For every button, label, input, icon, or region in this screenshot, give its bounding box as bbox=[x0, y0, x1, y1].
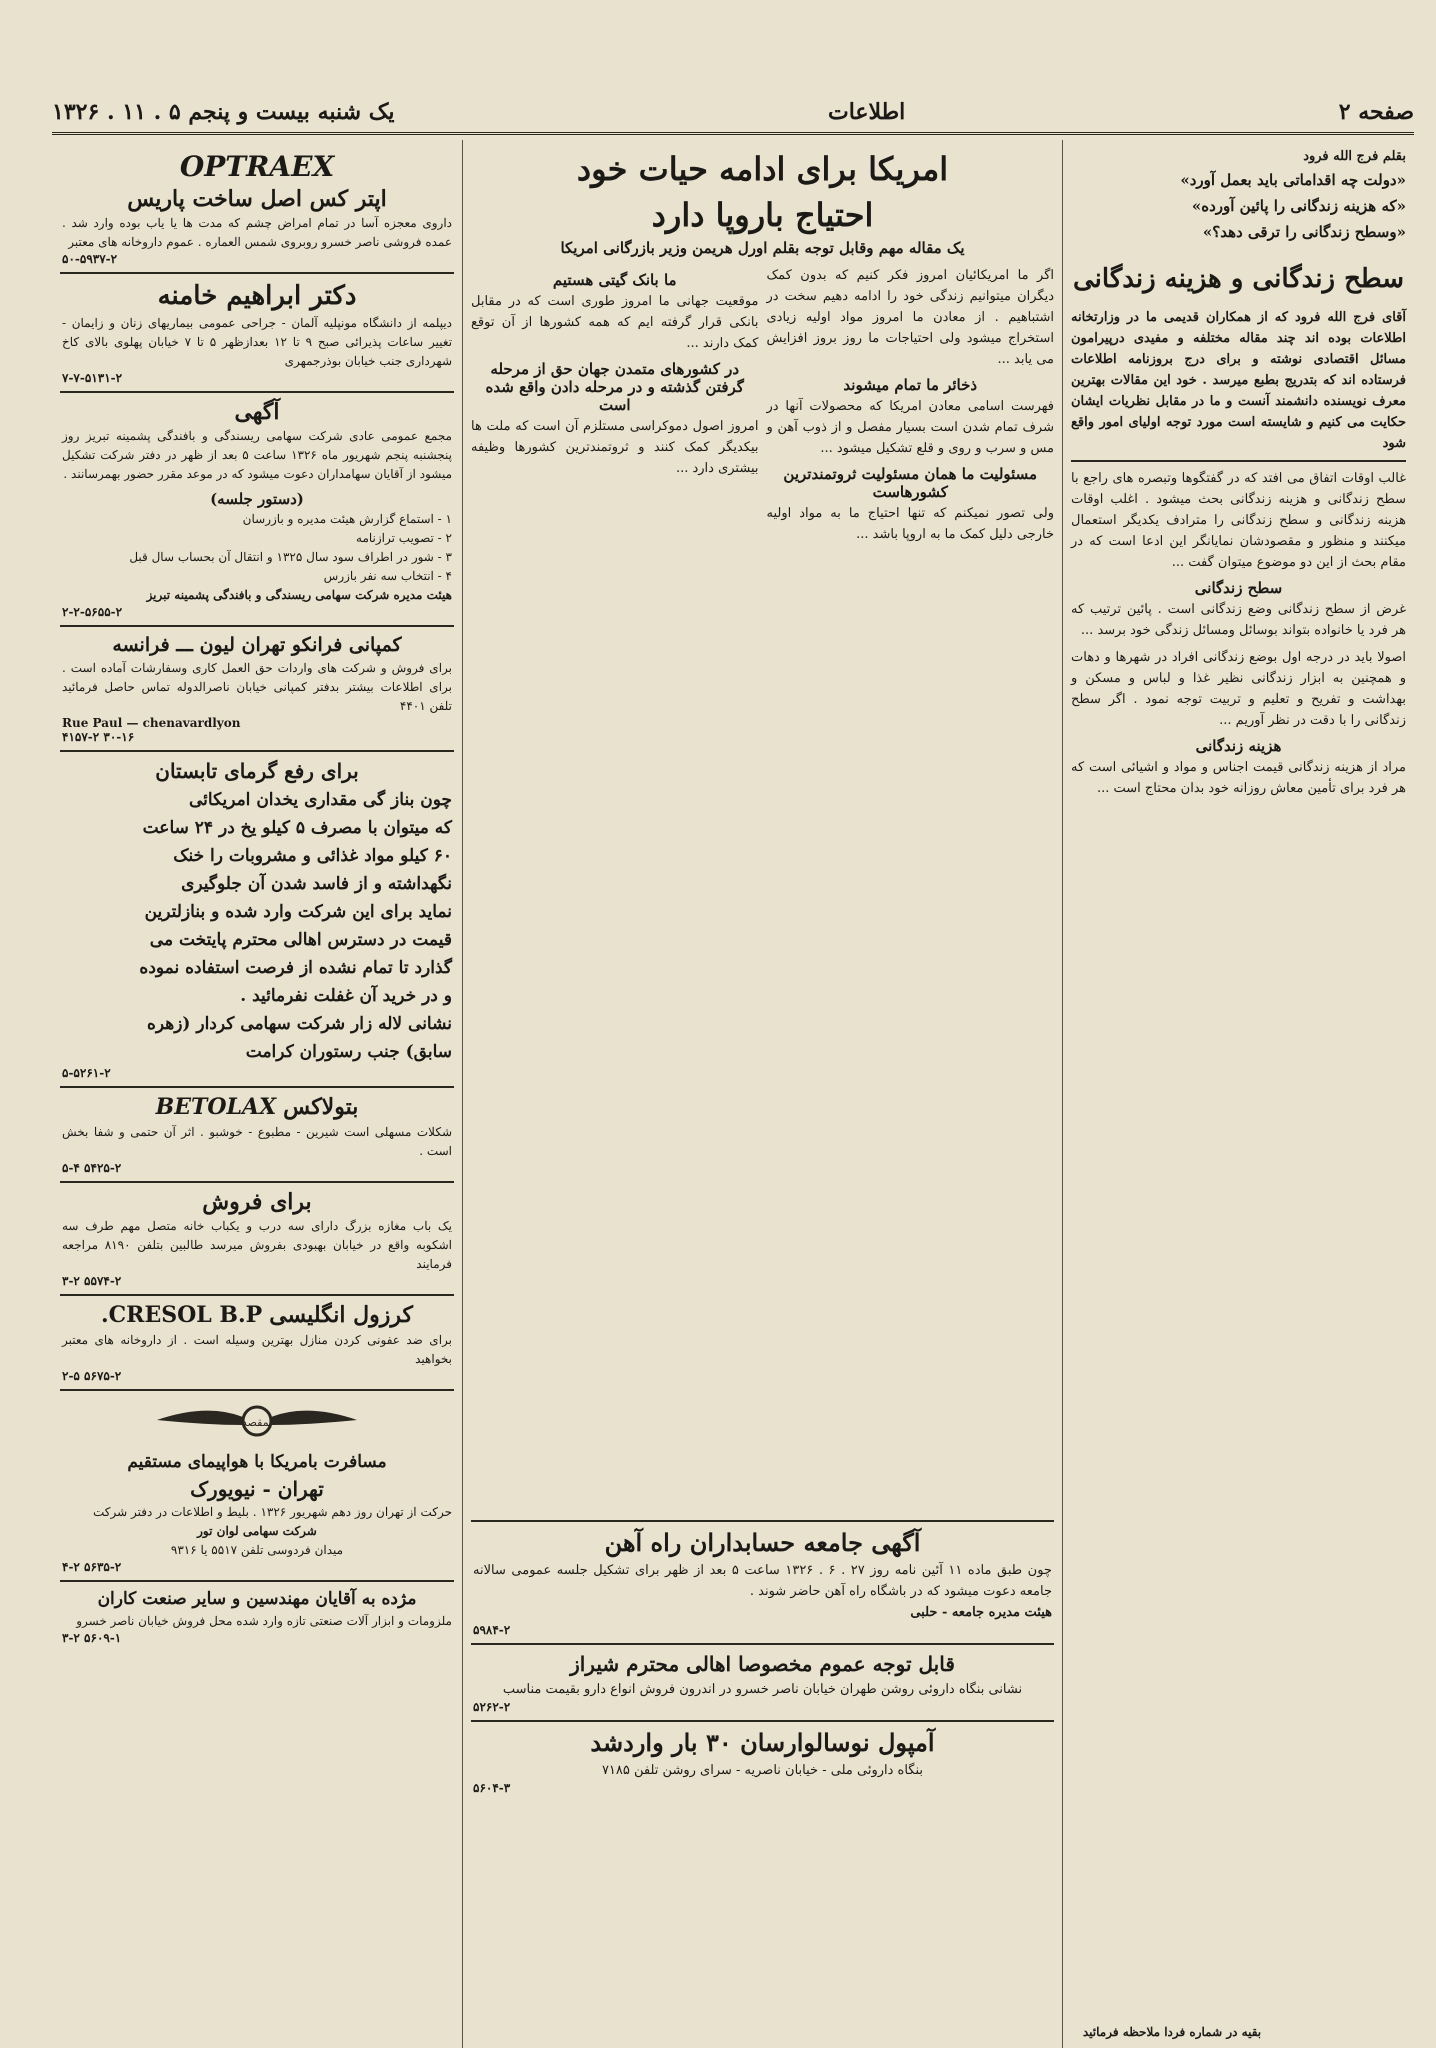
franco-address: Rue Paul — chenavardlyon bbox=[62, 716, 241, 730]
headline-byline: یک مقاله مهم وقابل توجه بقلم اورل هریمن وزیر بازرگانی امریکا bbox=[560, 239, 965, 257]
headline-body-3: ولی تصور نمیکنم که تنها احتیاج ما به مواد اولیه خارجی دلیل کمک ما به اروپا باشد ... bbox=[766, 506, 1054, 542]
ad-engineers bbox=[60, 1582, 454, 1651]
footer-ad-title: مژده به آقایان مهندسین و سایر صنعت کاران bbox=[97, 1589, 417, 1609]
ad-shiraz-body: نشانی بنگاه داروئی روشن طهران خیابان ناصر خسرو در اندرون فروش انواع دارو بقیمت مناسب bbox=[502, 1682, 1023, 1697]
doctor-title: دکتر ابراهیم خامنه bbox=[157, 281, 357, 311]
doctor-body: دیپلمه از دانشگاه مونپلیه آلمان - جراحی عمومی بیماریهای زنان و زایمان - تغییر ساعات پذیرائی صبح ۹ تا ۱۲ بعدازظهر ۵ تا ۷ خیابان پهلوی بالای کاخ شهرداری جنب خیابان بوذرجمهری bbox=[62, 316, 453, 368]
headline-line-1: امریکا برای ادامه حیات خود bbox=[576, 150, 949, 188]
article-body-2: غرض از سطح زندگانی وضع زندگانی است . پائین ترتیب که هر فرد یا خانواده بتواند بوسائل ومسائل زندگی خود برسد ... bbox=[1071, 602, 1406, 638]
doctor-code: ۷-۷-۵۱۳۱-۲ bbox=[62, 371, 123, 385]
notice-railway-sign: هیئت مدیره جامعه - حلبی bbox=[910, 1605, 1052, 1620]
left-column bbox=[52, 140, 462, 2048]
article-body-3: اصولا باید در درجه اول بوضع زندگانی افراد در شهرها و دهات و همچنین به ابزار زندگانی نظیر غذا و لباس و مسکن و بهداشت و تفریح و تعلیم و تربیت توجه نمود . اگر سطح زندگانی را با دقت در نظر آوریم ... bbox=[1071, 650, 1406, 728]
ice-line-1: برای رفع گرمای تابستان bbox=[155, 759, 359, 783]
article-title: سطح زندگانی و هزینه زندگانی bbox=[1072, 264, 1405, 294]
ad-airline bbox=[60, 1391, 454, 1582]
franco-body: برای فروش و شرکت های واردات حق العمل کاری وسفارشات آماده است . برای اطلاعات بیشتر بدفتر کمپانی خیابان ناصرالدوله تماس حاصل فرمائید تلفن ۴۴۰۱ bbox=[62, 661, 452, 713]
notice-railway bbox=[471, 1520, 1054, 1645]
cresol-body: برای ضد عفونی کردن منازل بهترین وسیله است . از داروخانه های معتبر بخواهید bbox=[62, 1333, 452, 1366]
agenda-item-2: ۲ - تصویب ترازنامه bbox=[356, 531, 452, 545]
sale-body: یک باب مغازه بزرگ دارای سه درب و یکباب خانه متصل مهم طرف سه اشکوبه واقع در خیابان بهبودی بفروش میرسد طالبین بتلفن ۸۱۹۰ مراجعه فرمایند bbox=[62, 1219, 452, 1271]
headline-body-4: موقعیت جهانی ما امروز طوری است که در مقابل بانکی قرار گرفته ایم که همه کشورها از آن توقع کمک دارند ... bbox=[471, 294, 759, 351]
ice-line-8: گذارد تا تمام نشده از فرصت استفاده نموده bbox=[139, 958, 452, 978]
notice-railway-code: ۵۹۸۴-۲ bbox=[473, 1623, 511, 1637]
article-body-4: مراد از هزینه زندگانی قیمت اجناس و مواد و اشیائی است که هر فرد برای تأمین معاش روزانه خود بدان محتاج است ... bbox=[1071, 760, 1406, 796]
airline-body: حرکت از تهران روز دهم شهریور ۱۳۲۶ . بلیط و اطلاعات در دفتر شرکت bbox=[93, 1505, 452, 1519]
ad-cresol bbox=[60, 1296, 454, 1391]
agenda-item-1: ۱ - استماع گزارش هیئت مدیره و بازرسان bbox=[242, 512, 452, 526]
footer-ad-body: ملزومات و ابزار آلات صنعتی تازه وارد شده محل فروش خیابان ناصر خسرو bbox=[76, 1614, 452, 1628]
headline-subhead-2: مسئولیت ما همان مسئولیت ثروتمندترین کشورهاست bbox=[783, 465, 1038, 501]
ad-franco bbox=[60, 627, 454, 752]
article-body-1: غالب اوقات اتفاق می افتد که در گفتگوها وتبصره های راجع با سطح زندگانی و هزینه زندگانی بحث میشود . اغلب اوقات هزینه زندگانی و سطح زندگانی را مترادف یکدیگر استعمال میکنند و منظور و مقصودشان نمایانگر این ادعا است که در مقام بحث از این دو موضوع میتوان گفت ... bbox=[1071, 471, 1406, 570]
ice-line-11: سابق) جنب رستوران کرامت bbox=[245, 1042, 452, 1062]
ice-line-9: و در خرید آن غفلت نفرمائید . bbox=[240, 986, 452, 1006]
agahi-body: مجمع عمومی عادی شرکت سهامی ریسندگی و بافندگی پشمینه تبریز روز پنجشنبه پنجم شهریور ماه ۱۳۲۶ ساعت ۵ بعد از ظهر در دفتر شرکت تشکیل میشود از آقایان سهامداران دعوت میشود که در موعد مقرر حضور بهمرسانند . bbox=[62, 429, 452, 481]
headline-body-1: اگر ما امریکائیان امروز فکر کنیم که بدون کمک دیگران میتوانیم زندگی خود را ادامه دهیم سخت در اشتباهیم . از معادن ما امروز مواد اولیه زیادی استخراج میشود ولی احتیاجات ما روز بروز افزایش می یابد ... bbox=[766, 268, 1054, 367]
cresol-title: کرزول انگلیسی bbox=[269, 1302, 413, 1328]
ice-code: ۵-۵۲۶۱-۲ bbox=[62, 1066, 111, 1080]
optraex-body: داروی معجزه آسا در تمام امراض چشم که مدت ها یا یاب بوده وارد شد . عمده فروشی ناصر خسرو روبروی شمس العماره . عموم داروخانه های معتبر bbox=[62, 216, 452, 249]
cresol-logo: CRESOL B.P. bbox=[101, 1302, 263, 1328]
ad-ampoule bbox=[471, 1722, 1054, 1801]
masthead bbox=[52, 92, 1414, 135]
airline-brand: بمقصد bbox=[241, 1416, 273, 1429]
betolax-code: ۵-۴ ۵۴۲۵-۲ bbox=[62, 1161, 122, 1175]
headline-line-2: احتیاج باروپا دارد bbox=[651, 196, 874, 234]
agenda-title: (دستور جلسه) bbox=[210, 490, 304, 508]
agenda-item-3: ۳ - شور در اطراف سود سال ۱۳۲۵ و انتقال آن بحساب سال قبل bbox=[129, 550, 452, 564]
headline-subhead-1: ذخائر ما تمام میشوند bbox=[843, 376, 978, 394]
ad-shiraz bbox=[471, 1645, 1054, 1722]
franco-code: ۴۱۵۷-۲ ۳۰-۱۶ bbox=[62, 730, 135, 744]
agahi-code: ۲-۲-۵۶۵۵-۲ bbox=[62, 605, 123, 619]
agenda-item-4: ۴ - انتخاب سه نفر بازرس bbox=[323, 569, 452, 583]
ice-line-7: قیمت در دسترس اهالی محترم پایتخت می bbox=[149, 930, 452, 950]
airline-route: تهران - نیویورک bbox=[190, 1477, 324, 1501]
article-intro: آقای فرج الله فرود که از همکاران قدیمی ما در وزارتخانه اطلاعات بوده اند چند مقاله مختلفه و مفیدی درپیرامون مسائل اقتصادی نوشته و برای درج بروزنامه اطلاعات فرستاده اند که بتدریج بطبع میرسد . خود این مقالات بهترین معرف نویسنده دانشمند آنست و ما در مقابل نظریات ایشان حکایت می کنیم و شایسته است مورد توجه اولیای امور واقع شود bbox=[1071, 310, 1406, 451]
ice-line-6: نماید برای این شرکت وارد شده و بنازلترین bbox=[144, 902, 452, 922]
paper-name: اطلاعات bbox=[827, 99, 906, 125]
airline-address: میدان فردوسی تلفن ۵۵۱۷ یا ۹۳۱۶ bbox=[170, 1543, 344, 1557]
ad-ampoule-code: ۵۶۰۴-۳ bbox=[473, 1781, 511, 1795]
ice-line-10: نشانی لاله زار شرکت سهامی کردار (زهره bbox=[146, 1014, 452, 1034]
optraex-code: ۵۰-۵۹۳۷-۲ bbox=[62, 252, 118, 266]
optraex-title: اپتر کس اصل ساخت پاریس bbox=[127, 186, 387, 212]
ice-line-3: که میتوان با مصرف ۵ کیلو یخ در ۲۴ ساعت bbox=[142, 818, 452, 838]
ad-assembly bbox=[60, 393, 454, 627]
agahi-sign: هیئت مدیره شرکت سهامی ریسندگی و بافندگی پشمینه تبریز bbox=[146, 588, 452, 602]
issue-date: یک شنبه بیست و پنجم ۵ . ۱۱ . ۱۳۲۶ bbox=[52, 99, 395, 125]
ad-shiraz-title: قابل توجه عموم مخصوصا اهالی محترم شیراز bbox=[570, 1652, 955, 1676]
article-teaser-1: «دولت چه اقداماتی باید بعمل آورد» bbox=[1180, 171, 1406, 189]
article-teaser-3: «وسطح زندگانی را ترقی دهد؟» bbox=[1202, 223, 1406, 241]
headline-subhead-3: ما بانک گیتی هستیم bbox=[552, 271, 677, 289]
optraex-logo: OPTRAEX bbox=[179, 150, 335, 183]
notice-railway-title: آگهی جامعه حسابداران راه آهن bbox=[604, 1528, 921, 1557]
agahi-title: آگهی bbox=[234, 399, 280, 425]
headline-body-5: امروز اصول دموکراسی مستلزم آن است که ملت ها بیکدیگر کمک کنند و ثروتمندترین کشورها وظیفه بیشتری دارد ... bbox=[471, 419, 759, 476]
betolax-logo: BETOLAX bbox=[155, 1094, 277, 1120]
headline-subhead-4: در کشورهای متمدن جهان حق از مرحله گرفتن گذشته و در مرحله دادن واقع شده است bbox=[485, 360, 744, 414]
article-author: بقلم فرج الله فرود bbox=[1303, 149, 1406, 164]
middle-column bbox=[462, 140, 1062, 2048]
notice-railway-body: چون طبق ماده ۱۱ آئین نامه روز ۲۷ . ۶ . ۱۳۲۶ ساعت ۵ بعد از ظهر برای تشکیل جلسه عمومی سالانه جامعه دعوت میشود که در باشگاه راه آهن حاضر شوند . bbox=[473, 1563, 1052, 1599]
right-column bbox=[1062, 140, 1414, 2048]
ad-optraex bbox=[60, 146, 454, 274]
ad-betolax bbox=[60, 1088, 454, 1183]
ad-ampoule-body: بنگاه داروئی ملی - خیابان ناصریه - سرای روشن تلفن ۷۱۸۵ bbox=[601, 1763, 924, 1778]
sale-code: ۳-۲ ۵۵۷۴-۲ bbox=[62, 1274, 122, 1288]
ad-shiraz-code: ۵۲۶۲-۲ bbox=[473, 1700, 511, 1714]
betolax-title: بتولاکس bbox=[283, 1094, 359, 1120]
ice-line-4: ۶۰ کیلو مواد غذائی و مشروبات را خنک bbox=[173, 846, 452, 866]
cresol-code: ۲-۵ ۵۶۷۵-۲ bbox=[62, 1369, 122, 1383]
ice-line-2: چون بناز گی مقداری یخدان امریکائی bbox=[189, 790, 452, 810]
ice-line-5: نگهداشته و از فاسد شدن آن جلوگیری bbox=[181, 874, 452, 894]
headline-body-2: فهرست اسامی معادن امریکا که محصولات آنها در شرف تمام شدن است بسیار مفصل و از ذوب آهن و مس و سرب و روی و قلع تشکیل میشود ... bbox=[766, 399, 1054, 456]
betolax-body: شکلات مسهلی است شیرین - مطبوع - خوشبو . اثر آن حتمی و شفا بخش است . bbox=[62, 1125, 452, 1158]
airline-company: شرکت سهامی لوان تور bbox=[197, 1524, 317, 1538]
article-teaser-2: «که هزینه زندگانی را پائین آورده» bbox=[1191, 197, 1406, 215]
franco-title: کمپانی فرانکو تهران لیون ـــ فرانسه bbox=[112, 634, 402, 656]
ad-ampoule-title: آمپول نوسالوارسان ۳۰ بار واردشد bbox=[590, 1728, 935, 1757]
article-subhead-2: هزینه زندگانی bbox=[1195, 737, 1282, 755]
continued-note: بقیه در شماره فردا ملاحظه فرمائید bbox=[1082, 2025, 1262, 2039]
page-number: صفحه ۲ bbox=[1338, 99, 1414, 125]
airline-code: ۴-۲ ۵۶۳۵-۲ bbox=[62, 1560, 122, 1574]
article-subhead-1: سطح زندگانی bbox=[1194, 579, 1283, 597]
sale-title: برای فروش bbox=[202, 1189, 312, 1215]
footer-ad-code: ۳-۲ ۵۶۰۹-۱ bbox=[62, 1631, 122, 1645]
airline-title: مسافرت بامریکا با هواپیمای مستقیم bbox=[127, 1452, 387, 1472]
airline-wings-icon bbox=[62, 1395, 452, 1449]
ad-refrigerator bbox=[60, 752, 454, 1088]
ad-for-sale bbox=[60, 1183, 454, 1296]
ad-doctor bbox=[60, 274, 454, 393]
